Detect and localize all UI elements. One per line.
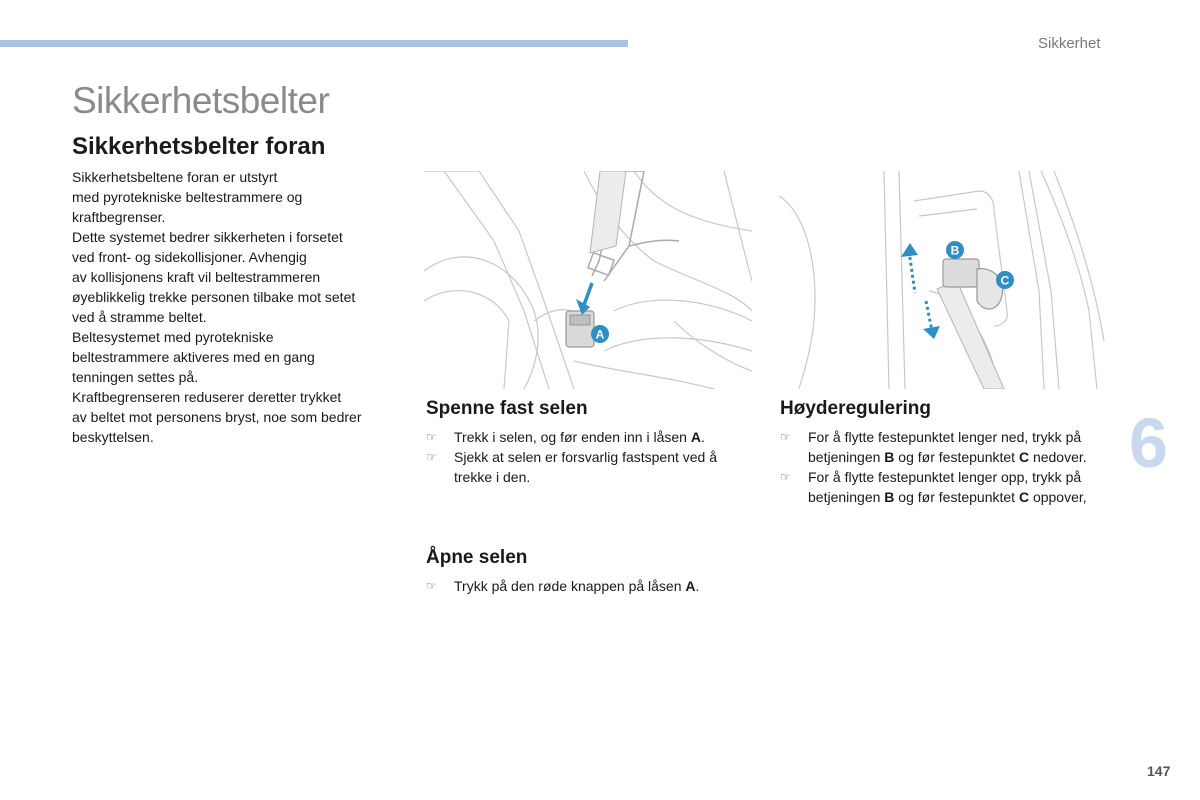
intro-line: med pyrotekniske beltestrammere og — [72, 189, 303, 205]
intro-line: kraftbegrenser. — [72, 209, 166, 225]
intro-line: ved front- og sidekollisjoner. Avhengig — [72, 249, 307, 265]
section-label: Sikkerhet — [1038, 35, 1101, 52]
section-subtitle: Sikkerhetsbelter foran — [72, 133, 326, 160]
unfasten-list — [426, 576, 751, 596]
pointing-hand-icon: ☞ — [426, 579, 437, 593]
intro-line: Beltesystemet med pyrotekniske — [72, 329, 274, 345]
height-adjuster-drawing — [779, 171, 1107, 389]
intro-line: tenningen settes på. — [72, 369, 199, 385]
height-adjuster-illustration — [779, 171, 1107, 389]
list-item: ☞ Trekk i selen, og før enden inn i låsen A. — [426, 429, 705, 445]
height-list — [780, 427, 1100, 507]
list-item: ☞ For å flytte festepunktet lenger ned, trykk på betjeningen B og før festepunktet C nedover. — [780, 429, 1087, 465]
header-accent-bar — [0, 40, 628, 47]
list-item: ☞ Trykk på den røde knappen på låsen A. — [426, 578, 700, 594]
intro-line: av beltet mot personens bryst, noe som bedrer — [72, 409, 362, 425]
chapter-number: 6 — [1129, 404, 1168, 482]
label-c-marker: C — [1000, 273, 1010, 288]
intro-line: av kollisjonens kraft vil beltestrammeren — [72, 269, 321, 285]
height-heading: Høyderegulering — [780, 398, 931, 419]
label-a-marker: A — [595, 327, 605, 342]
intro-line: øyeblikkelig trekke personen tilbake mot setet — [72, 289, 356, 305]
list-item: ☞ For å flytte festepunktet lenger opp, trykk på betjeningen B og før festepunktet C oppover, — [780, 469, 1087, 505]
intro-line: Sikkerhetsbeltene foran er utstyrt — [72, 169, 278, 185]
intro-line: Kraftbegrenseren reduserer deretter trykket — [72, 389, 342, 405]
label-b-marker: B — [950, 243, 960, 258]
intro-line: beskyttelsen. — [72, 429, 154, 445]
pointing-hand-icon: ☞ — [426, 430, 437, 444]
pointing-hand-icon: ☞ — [426, 450, 437, 464]
list-item: ☞ Sjekk at selen er forsvarlig fastspent ved å trekke i den. — [426, 449, 718, 485]
pointing-hand-icon: ☞ — [780, 470, 791, 484]
fasten-list — [426, 427, 751, 487]
buckle-drawing — [424, 171, 752, 389]
pointing-hand-icon: ☞ — [780, 430, 791, 444]
buckle-illustration — [424, 171, 752, 389]
intro-line: Dette systemet bedrer sikkerheten i forsetet — [72, 229, 343, 245]
intro-line: beltestrammere aktiveres med en gang — [72, 349, 315, 365]
intro-line: ved å stramme beltet. — [72, 309, 207, 325]
page-number: 147 — [1147, 763, 1171, 779]
unfasten-heading: Åpne selen — [426, 547, 528, 568]
intro-paragraph — [72, 167, 402, 447]
fasten-heading: Spenne fast selen — [426, 398, 588, 419]
page-title: Sikkerhetsbelter — [72, 80, 330, 121]
